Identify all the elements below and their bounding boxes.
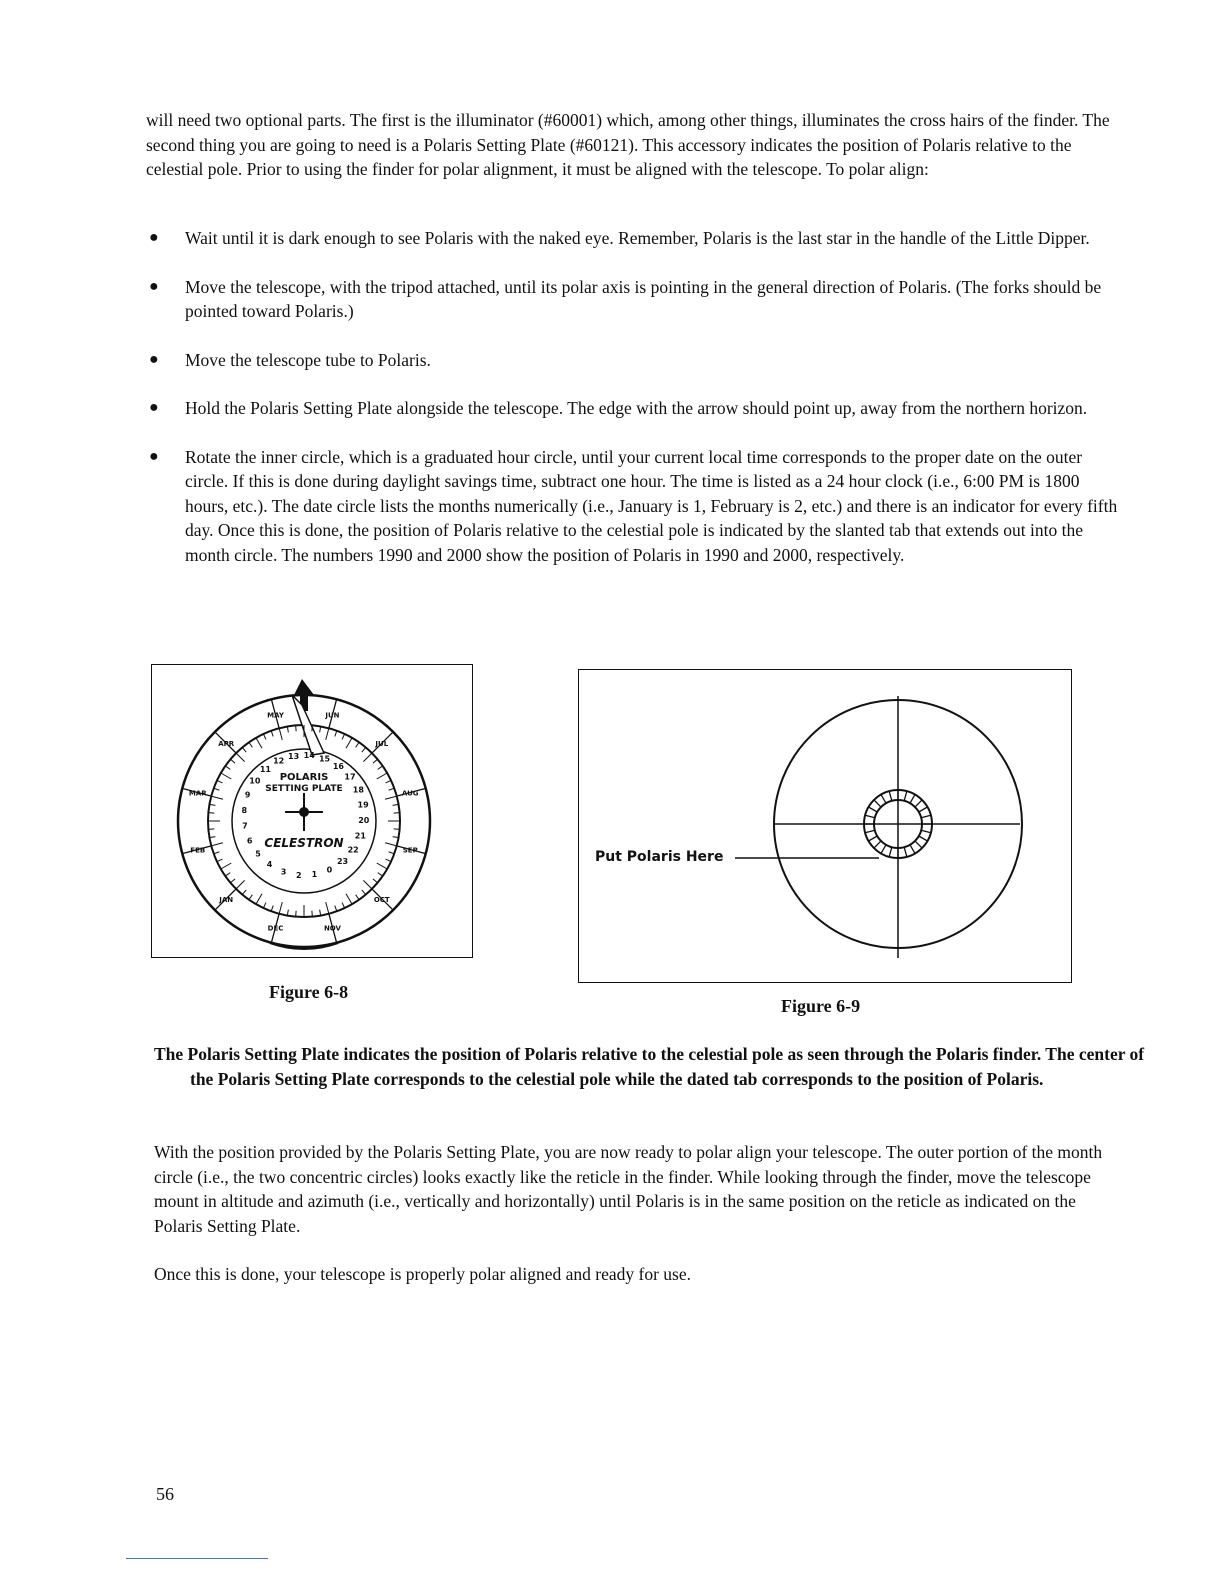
- conclusion-paragraph: Once this is done, your telescope is properly polar aligned and ready for use.: [154, 1264, 691, 1284]
- day-tick: [242, 890, 246, 895]
- bullet-icon: ●: [149, 447, 159, 465]
- day-tick: [211, 796, 223, 799]
- alignment-steps-list: [146, 226, 1126, 591]
- day-tick: [326, 728, 329, 740]
- reticle-tick: [865, 830, 875, 833]
- hour-label: 12: [273, 756, 285, 766]
- polaris-setting-plate-illustration: [152, 665, 472, 957]
- day-tick: [386, 859, 391, 862]
- hour-label: 6: [246, 836, 253, 846]
- day-tick: [342, 903, 345, 908]
- reticle-tick: [865, 815, 875, 818]
- hour-label: 15: [318, 754, 331, 764]
- day-tick: [236, 880, 244, 888]
- day-tick: [346, 738, 352, 748]
- day-tick: [393, 837, 399, 838]
- hour-label: 10: [249, 776, 261, 786]
- reticle-tick: [910, 845, 915, 854]
- reticle-tick: [889, 791, 892, 801]
- list-item: [146, 348, 1126, 373]
- hour-label: 19: [357, 800, 369, 810]
- list-item: [146, 275, 1126, 324]
- day-tick: [296, 725, 297, 731]
- hour-label: 1: [311, 870, 318, 880]
- figure-6-9-caption: Figure 6-9: [781, 996, 861, 1016]
- list-item: [146, 226, 1126, 251]
- day-tick: [373, 879, 378, 883]
- list-item-text: Move the telescope tube to Polaris.: [185, 349, 431, 370]
- day-tick: [236, 753, 244, 761]
- day-tick: [363, 753, 371, 761]
- day-tick: [363, 880, 371, 888]
- day-tick: [263, 734, 266, 739]
- footer-rule: [126, 1558, 268, 1559]
- figure-6-8: [151, 664, 473, 958]
- day-tick: [211, 843, 223, 846]
- month-label: JUL: [375, 740, 389, 749]
- hour-label: 16: [332, 761, 344, 771]
- reticle-tick: [874, 841, 881, 848]
- day-tick: [279, 902, 282, 914]
- reticle-tick: [919, 807, 928, 812]
- day-tick: [287, 726, 288, 732]
- list-item: [146, 445, 1126, 568]
- day-tick: [378, 766, 383, 769]
- plate-brand: CELESTRON: [264, 836, 344, 850]
- day-tick: [394, 813, 400, 814]
- reticle-tick: [921, 830, 931, 833]
- hour-label: 3: [280, 867, 287, 877]
- day-tick: [373, 759, 378, 763]
- day-tick: [394, 829, 400, 830]
- day-tick: [217, 859, 222, 862]
- hour-label: 23: [336, 856, 349, 866]
- day-tick: [312, 725, 313, 731]
- reticle-tick: [881, 795, 886, 804]
- hour-label: 0: [326, 865, 333, 875]
- month-label: SEP: [402, 846, 418, 855]
- hour-label: 14: [303, 751, 315, 761]
- month-label: MAY: [267, 711, 284, 720]
- day-tick: [378, 873, 383, 876]
- list-item: [146, 396, 1126, 421]
- hour-label: 18: [352, 785, 364, 795]
- reticle-tick: [910, 795, 915, 804]
- list-item-text: Hold the Polaris Setting Plate alongside the telescope. The edge with the arrow should point up, away from the northern horizon.: [185, 398, 1088, 418]
- list-item-text: Wait until it is dark enough to see Polaris with the naked eye. Remember, Polaris is the last star in the handle of the Little Dipper.: [185, 228, 1090, 248]
- day-tick: [377, 773, 387, 779]
- reticle-tick: [869, 836, 878, 841]
- reticle-tick: [874, 800, 881, 807]
- day-tick: [271, 906, 273, 912]
- day-tick: [346, 894, 352, 904]
- reticle-tick: [904, 847, 907, 857]
- day-tick: [342, 734, 345, 739]
- hour-label: 8: [241, 805, 248, 815]
- reticle-tick: [915, 800, 922, 807]
- day-tick: [362, 890, 366, 895]
- bullet-icon: ●: [149, 229, 159, 246]
- figure-summary-paragraph: The Polaris Setting Plate indicates the position of Polaris relative to the celestial pole as seen through the Polaris finder. The center of the Polaris Setting Plate corresponds to the celestial pole while the dated tab corresponds to the position of Polaris.: [154, 1044, 1145, 1089]
- hour-label: 11: [259, 765, 272, 775]
- reticle-tick: [919, 836, 928, 841]
- hour-label: 21: [354, 831, 366, 841]
- day-tick: [249, 895, 252, 900]
- figure-6-8-caption: Figure 6-8: [269, 982, 349, 1002]
- month-label: AUG: [401, 789, 419, 798]
- day-tick: [242, 747, 246, 752]
- day-tick: [385, 796, 397, 799]
- day-tick: [221, 863, 231, 869]
- bullet-icon: ●: [149, 399, 159, 416]
- day-tick: [225, 873, 230, 876]
- day-tick: [320, 910, 321, 916]
- list-item-text: Move the telescope, with the tripod attached, until its polar axis is pointing in the general direction of Polaris. (The forks should be pointed toward Polaris.): [185, 276, 1102, 321]
- day-tick: [385, 843, 397, 846]
- plate-title-line1: POLARIS: [279, 772, 329, 783]
- day-tick: [230, 759, 235, 763]
- day-tick: [230, 879, 235, 883]
- day-tick: [386, 780, 391, 783]
- bullet-icon: ●: [149, 277, 159, 295]
- month-label: MAR: [188, 789, 207, 798]
- day-tick: [393, 804, 399, 805]
- day-tick: [208, 829, 214, 830]
- polar-align-paragraph: With the position provided by the Polaris Setting Plate, you are now ready to polar align your telescope. The outer portion of the month circle (i.e., the two concentric circles) looks exactly like the reticle in the finder. While looking through the finder, move the telescope mount in altitude and azimuth (i.e., vertically and horizontally) until Polaris is in the same position on the reticle as indicated on the Polaris Setting Plate.: [154, 1142, 1103, 1236]
- hour-label: 5: [255, 849, 261, 859]
- day-tick: [208, 813, 214, 814]
- day-tick: [225, 766, 230, 769]
- day-tick: [256, 894, 262, 904]
- hour-label: 17: [344, 772, 356, 782]
- hour-label: 13: [288, 751, 300, 761]
- reticle-tick: [869, 807, 878, 812]
- month-label: NOV: [323, 924, 341, 933]
- day-tick: [263, 903, 266, 908]
- month-label: DEC: [267, 924, 284, 933]
- hour-label: 7: [242, 821, 248, 831]
- reticle-tick: [889, 847, 892, 857]
- day-tick: [279, 728, 282, 740]
- day-tick: [312, 911, 313, 917]
- day-tick: [320, 726, 321, 732]
- page-number: 56: [156, 1484, 174, 1504]
- month-label: JAN: [219, 895, 234, 904]
- day-tick: [271, 731, 273, 737]
- day-tick: [221, 773, 231, 779]
- day-tick: [389, 852, 395, 854]
- day-tick: [356, 895, 359, 900]
- day-tick: [389, 788, 395, 790]
- day-tick: [214, 788, 220, 790]
- hour-label: 20: [358, 816, 370, 826]
- day-tick: [326, 902, 329, 914]
- hour-label: 4: [266, 860, 273, 870]
- day-tick: [362, 747, 366, 752]
- intro-paragraph: will need two optional parts. The first is the illuminator (#60001) which, among other things, illuminates the cross hairs of the finder. The second thing you are going to need is a Polaris Setting Plate (#60121). This accessory indicates the position of Polaris relative to the celestial pole. Prior to using the finder for polar alignment, it must be aligned with the telescope. To polar align:: [146, 110, 1110, 179]
- day-tick: [217, 780, 222, 783]
- finder-reticle-illustration: [579, 670, 1071, 982]
- day-tick: [209, 804, 215, 805]
- hour-label: 9: [244, 790, 251, 800]
- day-tick: [335, 906, 337, 912]
- hour-label: 22: [347, 845, 359, 855]
- put-polaris-here-label: Put Polaris Here: [595, 849, 724, 865]
- figure-6-9: [578, 669, 1072, 983]
- day-tick: [335, 731, 337, 737]
- plate-title-line2: SETTING PLATE: [265, 784, 343, 794]
- reticle-tick: [915, 841, 922, 848]
- hour-label: 2: [295, 870, 302, 880]
- reticle-tick: [881, 845, 886, 854]
- list-item-text: Rotate the inner circle, which is a graduated hour circle, until your current local time corresponds to the proper date on the outer circle. If this is done during daylight savings time, subtract one hour. The time is listed as a 24 hour clock (i.e., 6:00 PM is 1800 hours, etc.). The date circle lists the months numerically (i.e., January is 1, February is 2, etc.) and there is an indicator for every fifth day. Once this is done, the position of Polaris relative to the celestial pole is indicated by the slanted tab that extends out into the month circle. The numbers 1990 and 2000 show the position of Polaris in 1990 and 2000, respectively.: [185, 446, 1118, 565]
- day-tick: [296, 911, 297, 917]
- month-label: JUN: [325, 711, 340, 720]
- reticle-tick: [921, 815, 931, 818]
- day-tick: [214, 852, 220, 854]
- month-label: OCT: [373, 895, 390, 904]
- day-tick: [356, 742, 359, 747]
- day-tick: [377, 863, 387, 869]
- day-tick: [209, 837, 215, 838]
- day-tick: [287, 910, 288, 916]
- month-label: FEB: [190, 846, 206, 855]
- day-tick: [256, 738, 262, 748]
- month-label: APR: [218, 740, 235, 749]
- reticle-tick: [904, 791, 907, 801]
- bullet-icon: ●: [149, 350, 159, 368]
- day-tick: [249, 742, 252, 747]
